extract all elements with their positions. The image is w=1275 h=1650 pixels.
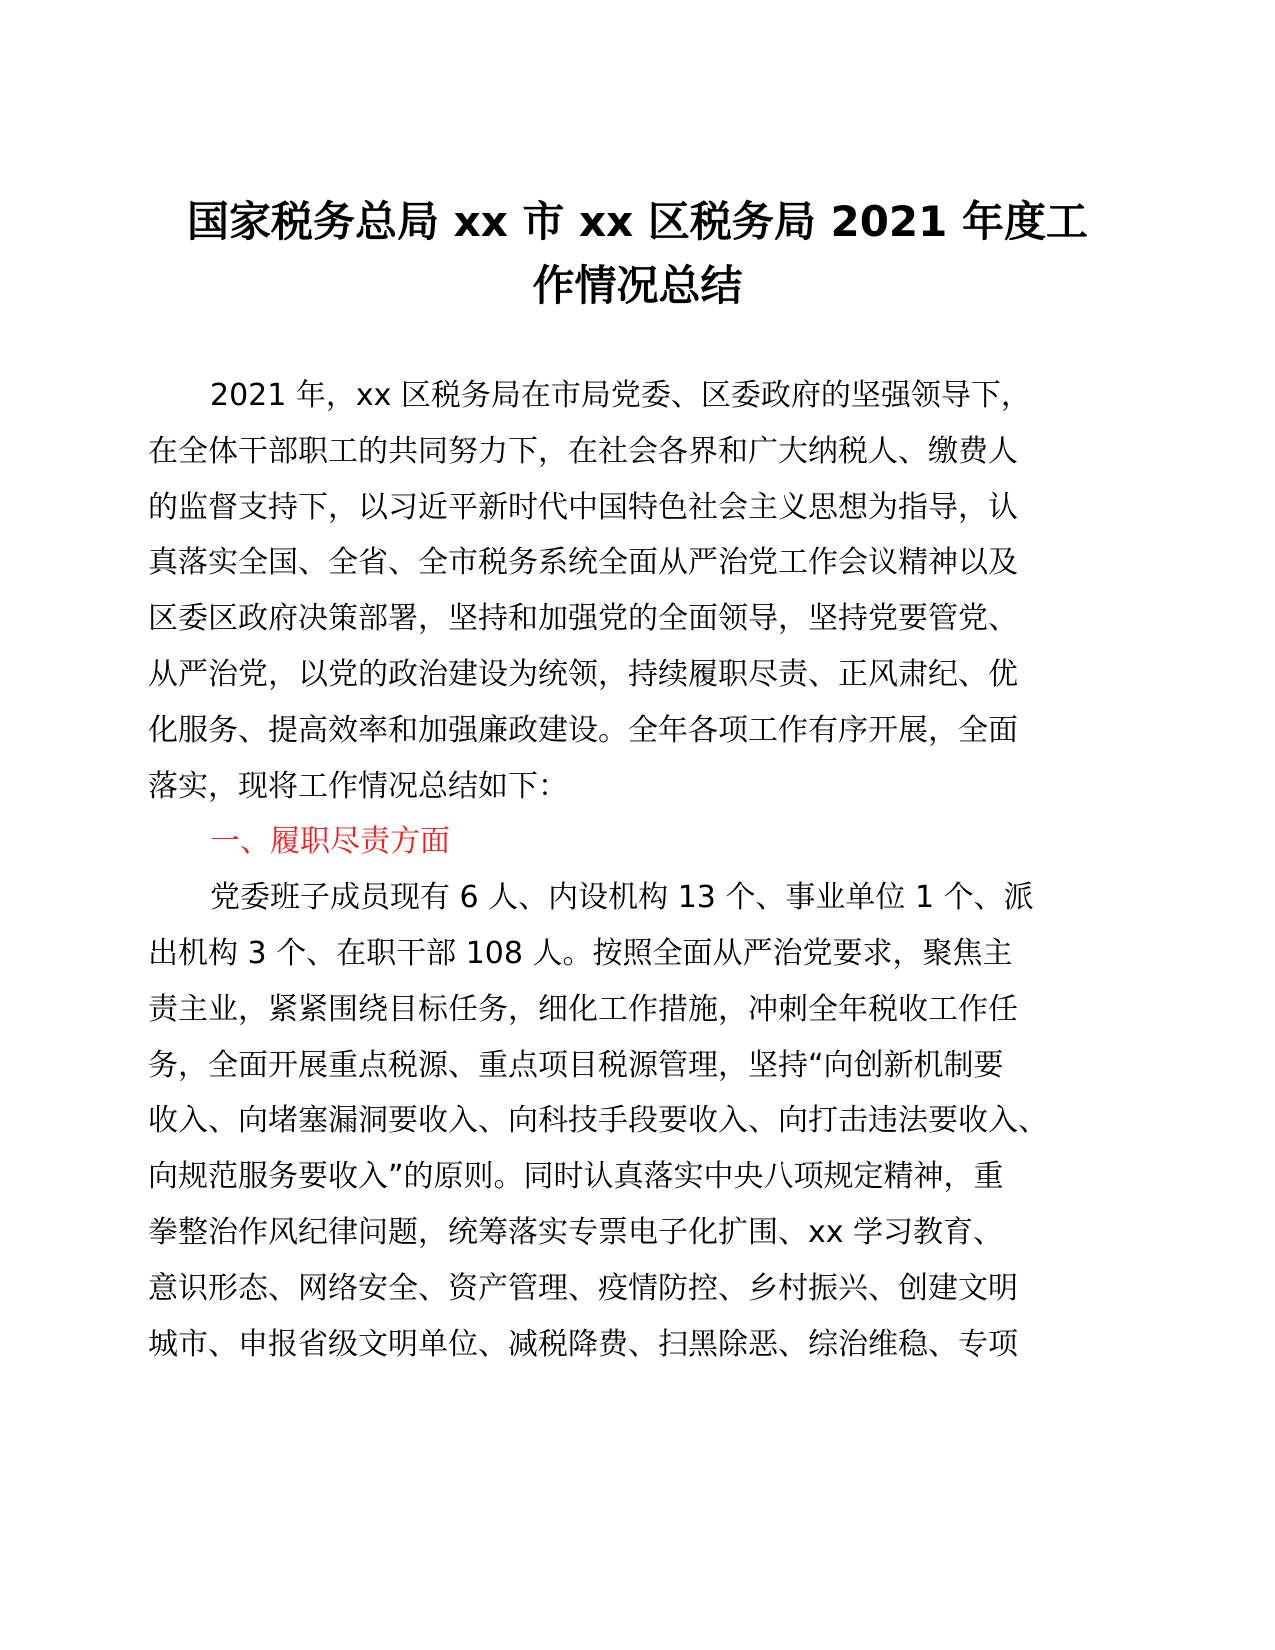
title-line: 国家税务总局 xx 市 xx 区税务局 2021 年度工 — [187, 197, 1088, 246]
paragraph-line: 党委班子成员现有 6 人、内设机构 13 个、事业单位 1 个、派 — [210, 880, 1034, 916]
document-body — [148, 368, 1138, 1372]
paragraph-line: 向规范服务要收入”的原则。同时认真落实中央八项规定精神，重 — [148, 1159, 1004, 1195]
document-title — [140, 190, 1135, 318]
section-heading: 一、履职尽责方面 — [210, 824, 450, 860]
paragraph-line: 务，全面开展重点税源、重点项目税源管理，坚持“向创新机制要 — [148, 1047, 1004, 1083]
paragraph-line: 收入、向堵塞漏洞要收入、向科技手段要收入、向打击违法要收入、 — [148, 1103, 1048, 1139]
paragraph-line: 区委区政府决策部署，坚持和加强党的全面领导，坚持党要管党、 — [148, 601, 1018, 637]
paragraph-line: 的监督支持下，以习近平新时代中国特色社会主义思想为指导，认 — [148, 489, 1018, 525]
paragraph-line: 出机构 3 个、在职干部 108 人。按照全面从严治党要求，聚焦主 — [148, 935, 1013, 971]
title-line: 作情况总结 — [532, 261, 743, 310]
paragraph-line: 意识形态、网络安全、资产管理、疫情防控、乡村振兴、创建文明 — [148, 1270, 1018, 1306]
paragraph-line: 拳整治作风纪律问题，统筹落实专票电子化扩围、xx 学习教育、 — [148, 1214, 1004, 1250]
paragraph-line: 化服务、提高效率和加强廉政建设。全年各项工作有序开展，全面 — [148, 712, 1018, 748]
paragraph-line: 2021 年，xx 区税务局在市局党委、区委政府的坚强领导下， — [210, 378, 1031, 413]
paragraph-line: 真落实全国、全省、全市税务系统全面从严治党工作会议精神以及 — [148, 545, 1018, 581]
paragraph-duties — [148, 870, 1138, 1372]
paragraph-line: 落实，现将工作情况总结如下： — [148, 768, 568, 804]
paragraph-line: 从严治党，以党的政治建设为统领，持续履职尽责、正风肃纪、优 — [148, 656, 1018, 692]
paragraph-line: 责主业，紧紧围绕目标任务，细化工作措施，冲刺全年税收工作任 — [148, 991, 1018, 1027]
paragraph-intro — [148, 368, 1138, 814]
paragraph-line: 城市、申报省级文明单位、减税降费、扫黑除恶、综治维稳、专项 — [148, 1326, 1018, 1362]
paragraph-line: 在全体干部职工的共同努力下，在社会各界和广大纳税人、缴费人 — [148, 433, 1018, 469]
